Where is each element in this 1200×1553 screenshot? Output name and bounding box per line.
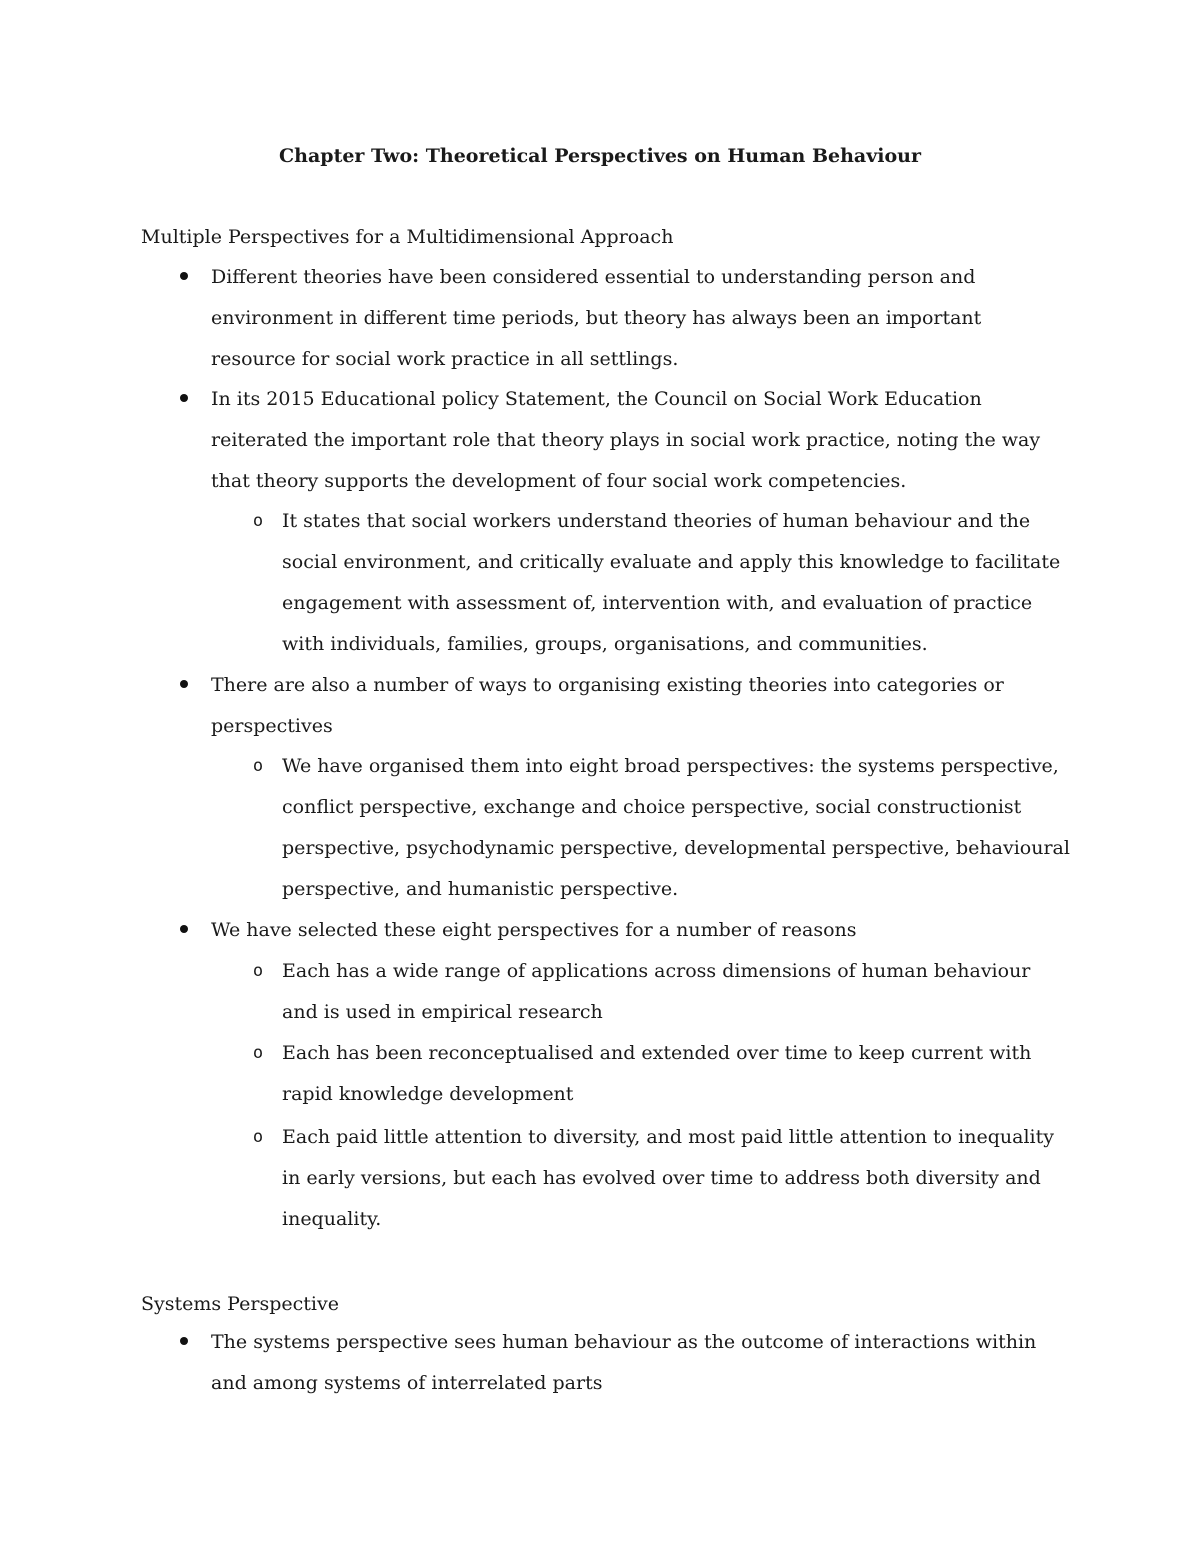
bullet-item (211, 1322, 1071, 1404)
bullet-dot-icon (174, 1322, 194, 1363)
bullet-dot-icon (174, 257, 194, 298)
sub-bullet-text: It states that social workers understand theories of human behaviour and the social environment, and critically evaluate and apply this knowledge to facilitate engagement with assessment of, intervention with, and evaluation of practice with individuals, families, groups, organisations, and communities. (282, 510, 1061, 655)
sub-bullet-text: We have organised them into eight broad perspectives: the systems perspective, conflict perspective, exchange and choice perspective, social constructionist perspective, psychodynamic perspective, developmental perspective, behavioural perspective, and humanistic perspective. (282, 755, 1070, 900)
bullet-dot-icon (174, 665, 194, 706)
sub-bullet-item (252, 1117, 1072, 1240)
bullet-text: Different theories have been considered essential to understanding person and environment in different time periods, but theory has always been an important resource for social work practice in all settlings. (211, 266, 982, 370)
sub-bullet-text: Each paid little attention to diversity, and most paid little attention to inequality in early versions, but each has evolved over time to address both diversity and inequality. (282, 1126, 1054, 1230)
bullet-text: In its 2015 Educational policy Statement, the Council on Social Work Education reiterated the important role that theory plays in social work practice, noting the way that theory supports the development of four social work competencies. (211, 388, 1041, 492)
sub-bullet-item (252, 951, 1072, 1033)
bullet-item (211, 379, 1071, 502)
sub-bullet-circle-icon: o (252, 961, 264, 981)
sub-bullet-item (252, 1033, 1072, 1115)
bullet-item (211, 665, 1071, 747)
sub-bullet-item (252, 746, 1072, 910)
sub-bullet-item (252, 501, 1072, 665)
bullet-dot-icon (174, 379, 194, 420)
sub-bullet-circle-icon: o (252, 756, 264, 776)
bullet-text: The systems perspective sees human behaviour as the outcome of interactions within and among systems of interrelated parts (211, 1331, 1037, 1394)
sub-bullet-text: Each has been reconceptualised and extended over time to keep current with rapid knowledge development (282, 1042, 1032, 1105)
bullet-dot-icon (174, 910, 194, 951)
bullet-item (211, 910, 1071, 951)
bullet-text: There are also a number of ways to organising existing theories into categories or perspectives (211, 674, 1004, 737)
bullet-text: We have selected these eight perspectives for a number of reasons (211, 919, 857, 941)
sub-bullet-circle-icon: o (252, 1043, 264, 1063)
sub-bullet-circle-icon: o (252, 1127, 264, 1147)
section-heading-systems-perspective: Systems Perspective (141, 1293, 339, 1315)
chapter-title: Chapter Two: Theoretical Perspectives on Human Behaviour (279, 145, 921, 167)
sub-bullet-circle-icon: o (252, 511, 264, 531)
bullet-item (211, 257, 1071, 380)
sub-bullet-text: Each has a wide range of applications across dimensions of human behaviour and is used in empirical research (282, 960, 1031, 1023)
section-heading-multiple-perspectives: Multiple Perspectives for a Multidimensional Approach (141, 226, 674, 248)
